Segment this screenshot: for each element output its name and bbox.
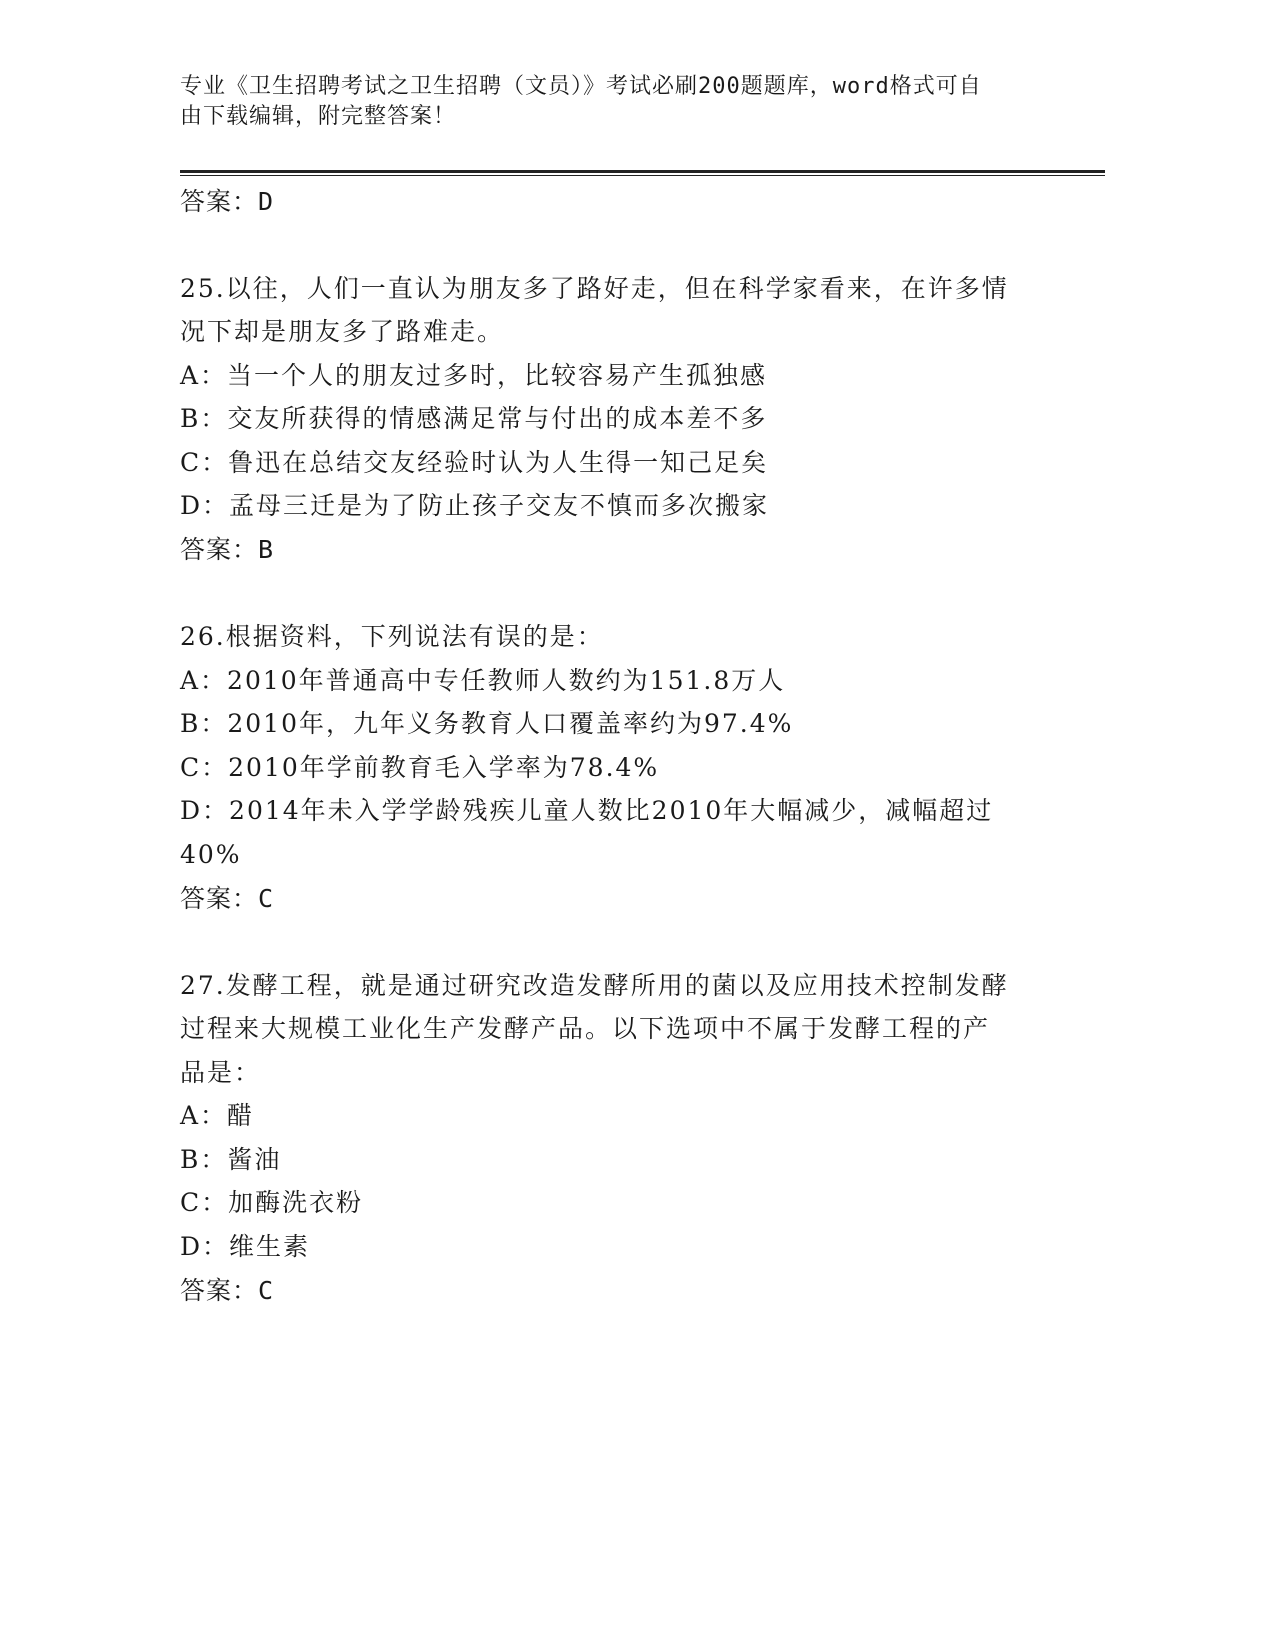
q27-option-c: C：加酶洗衣粉 <box>180 1188 364 1217</box>
q27-option-b: B：酱油 <box>180 1145 282 1174</box>
header-line-2: 由下载编辑，附完整答案！ <box>180 104 457 129</box>
previous-answer: 答案：D <box>180 187 275 216</box>
q26-option-d-line-1: D：2014年未入学学龄残疾儿童人数比2010年大幅减少，减幅超过 <box>180 796 994 825</box>
q26-option-a: A：2010年普通高中专任教师人数约为151.8万人 <box>180 666 786 695</box>
q25-stem-line-1: 25.以往，人们一直认为朋友多了路好走，但在科学家看来，在许多情 <box>180 274 1009 303</box>
header-divider-thin <box>180 175 1105 176</box>
page-header <box>180 72 1040 132</box>
q27-option-d: D：维生素 <box>180 1232 311 1261</box>
q27-stem-line-3: 品是： <box>180 1058 262 1087</box>
q26-option-b: B：2010年，九年义务教育人口覆盖率约为97.4% <box>180 709 794 738</box>
header-divider-thick <box>180 170 1105 173</box>
q27-stem-line-1: 27.发酵工程，就是通过研究改造发酵所用的菌以及应用技术控制发酵 <box>180 971 1009 1000</box>
header-line-1: 专业《卫生招聘考试之卫生招聘（文员）》考试必刷200题题库，word格式可自 <box>180 74 982 99</box>
q26-option-c: C：2010年学前教育毛入学率为78.4% <box>180 753 660 782</box>
q26-answer: 答案：C <box>180 884 275 913</box>
q25-option-d: D：孟母三迁是为了防止孩子交友不慎而多次搬家 <box>180 491 770 520</box>
q26-stem-line-1: 26.根据资料，下列说法有误的是： <box>180 622 604 651</box>
q27-answer: 答案：C <box>180 1276 275 1305</box>
q25-option-b: B：交友所获得的情感满足常与付出的成本差不多 <box>180 404 768 433</box>
q27-option-a: A：醋 <box>180 1101 255 1130</box>
q25-answer: 答案：B <box>180 535 275 564</box>
q25-stem-line-2: 况下却是朋友多了路难走。 <box>180 317 505 346</box>
q27-stem-line-2: 过程来大规模工业化生产发酵产品。以下选项中不属于发酵工程的产 <box>180 1014 991 1043</box>
q25-option-a: A：当一个人的朋友过多时，比较容易产生孤独感 <box>180 361 768 390</box>
q25-option-c: C：鲁迅在总结交友经验时认为人生得一知己足矣 <box>180 448 769 477</box>
q26-option-d-line-2: 40% <box>180 840 242 869</box>
